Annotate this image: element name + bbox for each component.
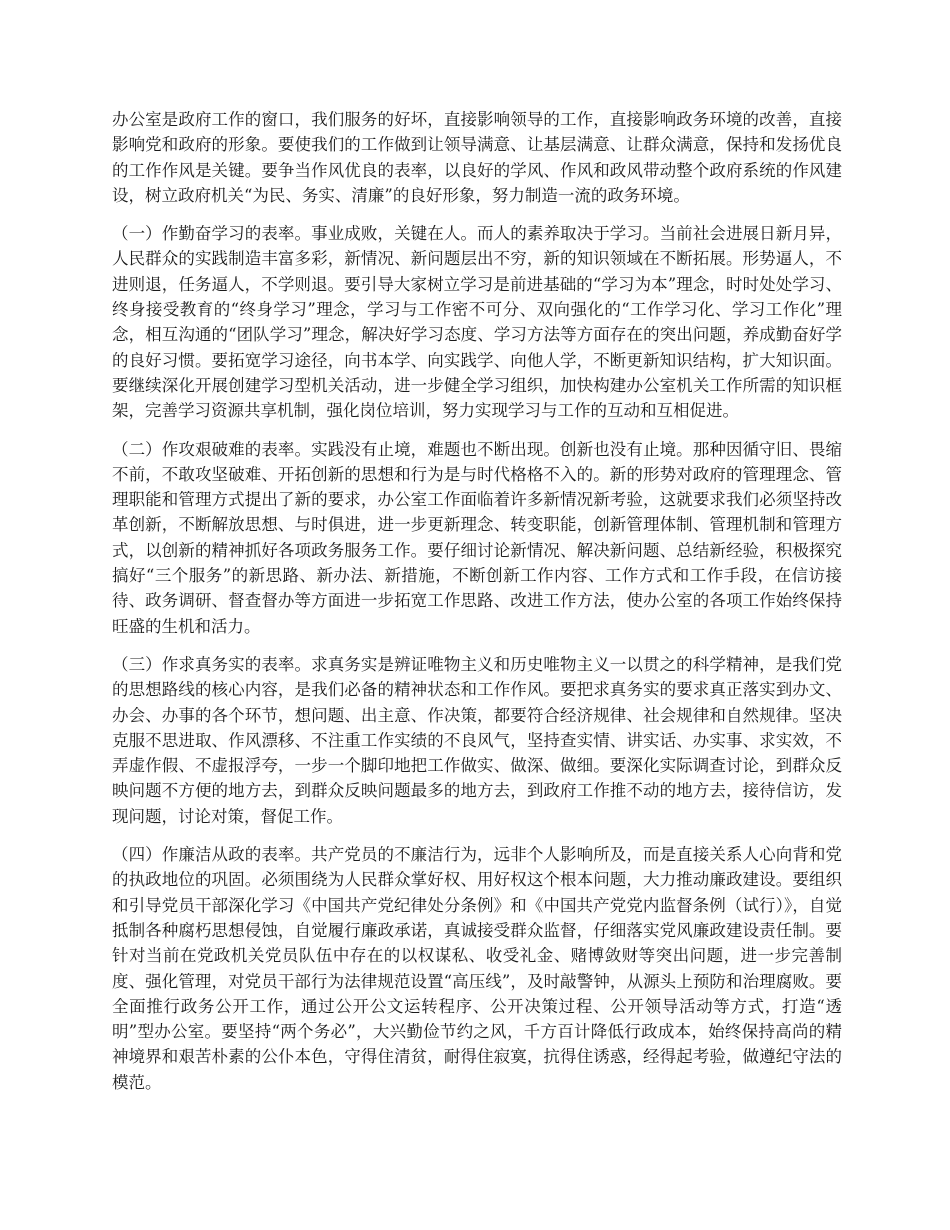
paragraph-innovation: （二）作攻艰破难的表率。实践没有止境，难题也不断出现。创新也没有止境。那种因循守旧、畏缩不前，不敢攻坚破难、开拓创新的思想和行为是与时代格格不入的。新的形势对政府的管理理念、管理职能和管理方式提出了新的要求，办公室工作面临着许多新情况新考验，这就要求我们必须坚持改革创新，不断解放思想、与时俱进，进一步更新理念、转变职能，创新管理体制、管理机制和管理方式，以创新的精神抓好各项政务服务工作。要仔细讨论新情况、解决新问题、总结新经验，积极探究搞好“三个服务”的新思路、新办法、新措施，不断创新工作内容、工作方式和工作手段，在信访接待、政务调研、督查督办等方面进一步拓宽工作思路、改进工作方法，使办公室的各项工作始终保持旺盛的生机和活力。: [112, 439, 842, 636]
document-body: [112, 107, 842, 1108]
paragraph-intro: 办公室是政府工作的窗口，我们服务的好坏，直接影响领导的工作，直接影响政务环境的改善，直接影响党和政府的形象。要使我们的工作做到让领导满意、让基层满意、让群众满意，保持和发扬优良的工作作风是关键。要争当作风优良的表率，以良好的学风、作风和政风带动整个政府系统的作风建设，树立政府机关“为民、务实、清廉”的良好形象，努力制造一流的政务环境。: [112, 110, 842, 205]
paragraph-study: （一）作勤奋学习的表率。事业成败，关键在人。而人的素养取决于学习。当前社会进展日新月异，人民群众的实践制造丰富多彩，新情况、新问题层出不穷，新的知识领域在不断拓展。形势逼人，不进则退，任务逼人，不学则退。要引导大家树立学习是前进基础的“学习为本”理念，时时处处学习、终身接受教育的“终身学习”理念，学习与工作密不可分、双向强化的“工作学习化、学习工作化”理念，相互沟通的“团队学习”理念，解决好学习态度、学习方法等方面存在的突出问题，养成勤奋好学的良好习惯。要拓宽学习途径，向书本学、向实践学、向他人学，不断更新知识结构，扩大知识面。要继续深化开展创建学习型机关活动，进一步健全学习组织，加快构建办公室机关工作所需的知识框架，完善学习资源共享机制，强化岗位培训，努力实现学习与工作的互动和互相促进。: [112, 224, 842, 421]
paragraph-pragmatism: （三）作求真务实的表率。求真务实是辨证唯物主义和历史唯物主义一以贯之的科学精神，是我们党的思想路线的核心内容，是我们必备的精神状态和工作作风。要把求真务实的要求真正落实到办文、办会、办事的各个环节，想问题、出主意、作决策，都要符合经济规律、社会规律和自然规律。坚决克服不思进取、作风漂移、不注重工作实绩的不良风气，坚持查实情、讲实话、办实事、求实效，不弄虚作假、不虚报浮夸，一步一个脚印地把工作做实、做深、做细。要深化实际调查讨论，到群众反映问题不方便的地方去，到群众反映问题最多的地方去，到政府工作推不动的地方去，接待信访，发现问题，讨论对策，督促工作。: [112, 654, 842, 826]
paragraph-integrity: （四）作廉洁从政的表率。共产党员的不廉洁行为，远非个人影响所及，而是直接关系人心向背和党的执政地位的巩固。必须围绕为人民群众掌好权、用好权这个根本问题，大力推动廉政建设。要组织和引导党员干部深化学习《中国共产党纪律处分条例》和《中国共产党党内监督条例（试行）》，自觉抵制各种腐朽思想侵蚀，自觉履行廉政承诺，真诚接受群众监督，仔细落实党风廉政建设责任制。要针对当前在党政机关党员队伍中存在的以权谋私、收受礼金、赌博敛财等突出问题，进一步完善制度、强化管理，对党员干部行为法律规范设置“高压线”，及时敲警钟，从源头上预防和治理腐败。要全面推行政务公开工作，通过公开公文运转程序、公开决策过程、公开领导活动等方式，打造“透明”型办公室。要坚持“两个务必”，大兴勤俭节约之风，千方百计降低行政成本，始终保持高尚的精神境界和艰苦朴素的公仆本色，守得住清贫，耐得住寂寞，抗得住诱惑，经得起考验，做遵纪守法的模范。: [112, 845, 842, 1092]
